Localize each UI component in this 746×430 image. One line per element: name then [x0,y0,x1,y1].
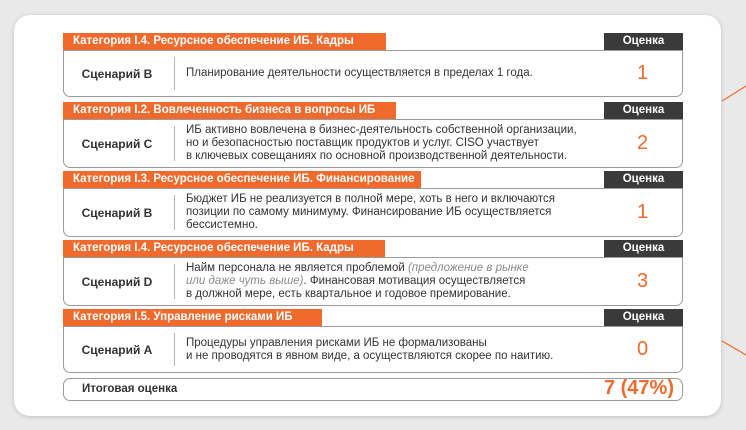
score-value: 1 [636,62,649,84]
category-label: Категория I.4. Ресурсное обеспечение ИБ. Кадры [63,240,385,257]
decor-line-bottom [722,341,746,355]
description-line: в должной мере, есть квартальное и годовое премирование. [186,288,511,300]
scenario-label: Сценарий B [81,205,153,220]
description-line [186,262,529,275]
category-block [63,33,683,97]
description-line: ИБ активно вовлечена в бизнес-деятельность собственной организации, [186,124,577,136]
score-header: Оценка [604,102,683,119]
score-header: Оценка [604,33,683,50]
scenario-label: Сценарий D [81,274,153,289]
score-header: Оценка [604,309,683,326]
description-line: но и безопасностью поставщик продуктов и услуг. CISO участвует [186,137,539,149]
description-line: Процедуры управления рисками ИБ не формализованы [186,336,487,349]
scenario-description [186,120,616,167]
scenario-description [186,258,616,305]
scenario-description [186,51,616,96]
scenario-label: Сценарий B [81,66,153,81]
category-label: Категория I.4. Ресурсное обеспечение ИБ. Кадры [63,33,386,50]
category-label: Категория I.3. Ресурсное обеспечение ИБ. Финансирование [63,171,421,188]
category-block [63,240,683,306]
description-line: Планирование деятельности осуществляется в пределах 1 года. [186,67,533,79]
category-block [63,171,683,237]
divider [174,126,175,161]
scenario-row [63,326,683,373]
category-block [63,309,683,373]
divider [174,264,175,299]
scenario-row [63,50,683,97]
divider [174,195,175,230]
total-label: Итоговая оценка [82,383,178,395]
description-italic-text: (предложение в рынке [407,262,529,274]
description-line: бессистемно. [186,219,258,231]
total-score: 7 (47%) [603,377,674,399]
score-header: Оценка [604,171,683,188]
divider [174,57,175,90]
divider [174,333,175,366]
total-row [63,378,683,401]
scenario-row [63,257,683,306]
description-line: позиции по самому минимуму. Финансирование ИБ осуществляется [186,206,552,218]
score-value: 3 [636,270,649,292]
description-text: . Финансовая мотивация осуществляется [303,275,526,287]
scenario-label: Сценарий C [81,136,153,151]
description-line [186,275,529,288]
description-line: в ключевых совещаниях по основной производственной деятельности. [186,150,568,162]
scenario-label: Сценарий А [81,342,153,357]
scenario-description [186,189,616,236]
scenario-row [63,119,683,168]
decor-line-top [722,86,746,101]
scenario-description [186,327,616,372]
category-label: Категория I.2. Вовлеченность бизнеса в вопросы ИБ [63,102,396,119]
score-value: 1 [636,201,649,223]
category-label: Категория I.5. Управление рисками ИБ [63,309,322,326]
score-value: 0 [636,338,649,360]
description-line: Бюджет ИБ не реализуется в полной мере, хоть в него и включаются [186,193,556,205]
description-italic-text: или даже чуть выше) [186,275,304,287]
description-text: Найм персонала не является проблемой [186,262,408,274]
description-line: и не проводятся в явном виде, а осуществляются скорее по наитию. [186,349,554,362]
score-header: Оценка [604,240,683,257]
scenario-row [63,188,683,237]
category-block [63,102,683,168]
score-value: 2 [636,132,649,154]
